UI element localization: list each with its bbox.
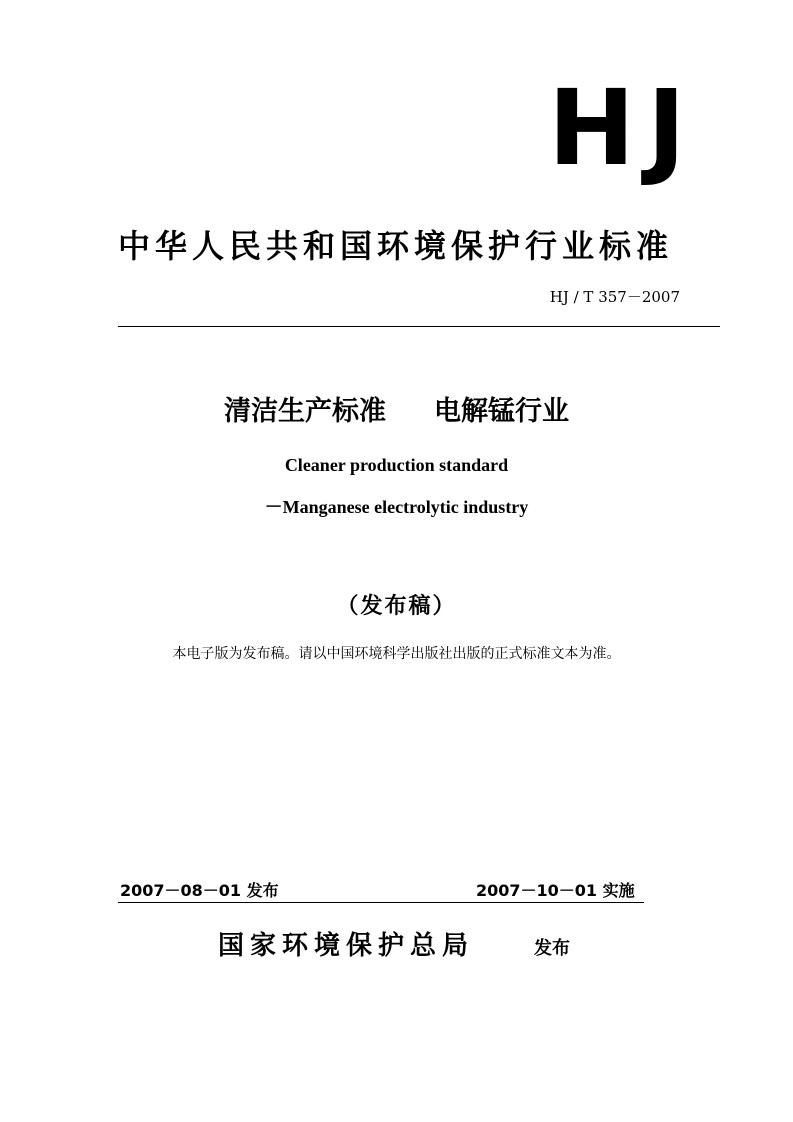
hj-logo: HJ [548, 67, 698, 189]
issuing-authority: 国家环境保护总局 [218, 931, 475, 961]
standard-code: HJ / T 357－2007 [549, 288, 680, 306]
draft-note: 本电子版为发布稿。请以中国环境科学出版社出版的正式标准文本为准。 [172, 646, 621, 662]
chinese-title-part-1: 清洁生产标准 [224, 396, 386, 427]
english-title-line-1: Cleaner production standard [284, 455, 509, 475]
standard-category-title: 中华人民共和国环境保护行业标准 [118, 227, 674, 265]
bottom-divider [118, 902, 644, 903]
issue-date: 2007－08－01 发布 [120, 881, 279, 900]
issuing-authority-suffix: 发布 [534, 938, 570, 959]
english-title-line-2: －Manganese electrolytic industry [264, 497, 529, 517]
chinese-title [0, 392, 793, 432]
top-divider [118, 326, 720, 327]
draft-label: （发布稿） [336, 593, 457, 619]
implementation-date: 2007－10－01 实施 [476, 881, 635, 900]
chinese-title-part-2: 电解锰行业 [434, 396, 569, 427]
